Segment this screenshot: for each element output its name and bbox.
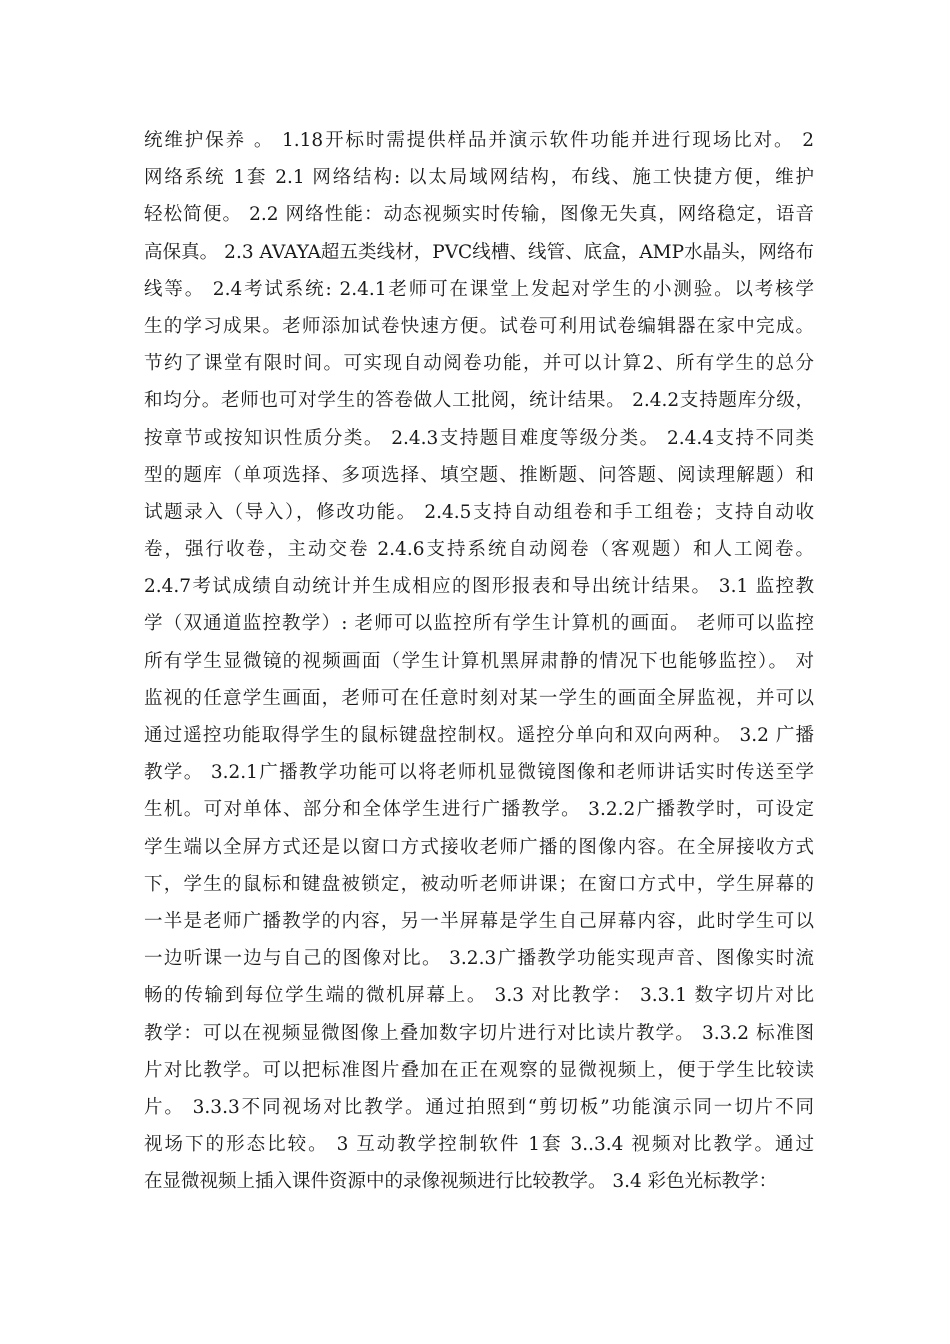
text-line: 监视的任意学生画面，老师可在任意时刻对某一学生的画面全屏监视，并可以 — [144, 687, 814, 709]
text-line: 网络系统 1套 2.1 网络结构: 以太局域网结构，布线、施工快捷方便，维护 — [144, 167, 814, 189]
text-line: 通过遥控功能取得学生的鼠标键盘控制权。遥控分单向和双向两种。 3.2 广播 — [144, 725, 814, 746]
text-line: 学（双通道监控教学）: 老师可以监控所有学生计算机的画面。 老师可以监控 — [144, 613, 814, 635]
text-line: 一半是老师广播教学的内容，另一半屏幕是学生自己屏幕内容，此时学生可以 — [144, 910, 814, 932]
text-line: 片对比教学。可以把标准图片叠加在正在观察的显微视频上，便于学生比较读 — [144, 1059, 814, 1081]
text-line: 在显微视频上插入课件资源中的录像视频进行比较教学。 3.4 彩色光标教学： — [144, 1171, 778, 1193]
text-line: 生机。可对单体、部分和全体学生进行广播教学。 3.2.2广播教学时，可设定 — [144, 799, 814, 821]
text-line: 卷，强行收卷，主动交卷 2.4.6支持系统自动阅卷（客观题）和人工阅卷。 — [144, 539, 814, 561]
text-line: 和均分。老师也可对学生的答卷做人工批阅，统计结果。 2.4.2支持题库分级， — [144, 390, 814, 412]
text-line: 下，学生的鼠标和键盘被锁定，被动听老师讲课；在窗口方式中，学生屏幕的 — [144, 873, 814, 895]
text-line: 教学：可以在视频显微图像上叠加数字切片进行对比读片教学。 3.3.2 标准图 — [144, 1022, 814, 1044]
text-line: 学生端以全屏方式还是以窗口方式接收老师广播的图像内容。在全屏接收方式 — [144, 836, 814, 858]
text-line: 畅的传输到每位学生端的微机屏幕上。 3.3 对比教学： 3.3.1 数字切片对比 — [144, 985, 814, 1007]
text-line: 2.4.7考试成绩自动统计并生成相应的图形报表和导出统计结果。 3.1 监控教 — [144, 576, 814, 598]
text-line: 按章节或按知识性质分类。 2.4.3支持题目难度等级分类。 2.4.4支持不同类 — [144, 427, 814, 449]
text-line: 高保真。 2.3 AVAYA超五类线材，PVC线槽、线管、底盒，AMP水晶头，网络布 — [144, 241, 814, 263]
text-line: 视场下的形态比较。 3 互动教学控制软件 1套 3..3.4 视频对比教学。通过 — [144, 1134, 814, 1156]
text-line: 教学。 3.2.1广播教学功能可以将老师机显微镜图像和老师讲话实时传送至学 — [144, 762, 814, 784]
text-line: 轻松简便。 2.2 网络性能：动态视频实时传输，图像无失真，网络稳定，语音 — [144, 204, 814, 226]
text-line: 统维护保养 。 1.18开标时需提供样品并演示软件功能并进行现场比对。 2 — [144, 130, 814, 151]
text-line: 所有学生显微镜的视频画面（学生计算机黑屏肃静的情况下也能够监控）。 对 — [144, 650, 814, 672]
text-line: 生的学习成果。老师添加试卷快速方便。试卷可利用试卷编辑器在家中完成。 — [144, 315, 814, 337]
text-line: 试题录入（导入），修改功能。 2.4.5支持自动组卷和手工组卷；支持自动收 — [144, 501, 814, 523]
text-line: 线等。 2.4考试系统: 2.4.1老师可在课堂上发起对学生的小测验。以考核学 — [144, 278, 814, 300]
text-line: 一边听课一边与自己的图像对比。 3.2.3广播教学功能实现声音、图像实时流 — [144, 948, 814, 970]
text-line: 节约了课堂有限时间。可实现自动阅卷功能，并可以计算2、所有学生的总分 — [144, 353, 814, 375]
text-line: 型的题库（单项选择、多项选择、填空题、推断题、问答题、阅读理解题）和 — [144, 464, 814, 486]
text-line: 片。 3.3.3不同视场对比教学。通过拍照到“剪切板”功能演示同一切片不同 — [144, 1096, 814, 1118]
body-text — [144, 122, 814, 1200]
